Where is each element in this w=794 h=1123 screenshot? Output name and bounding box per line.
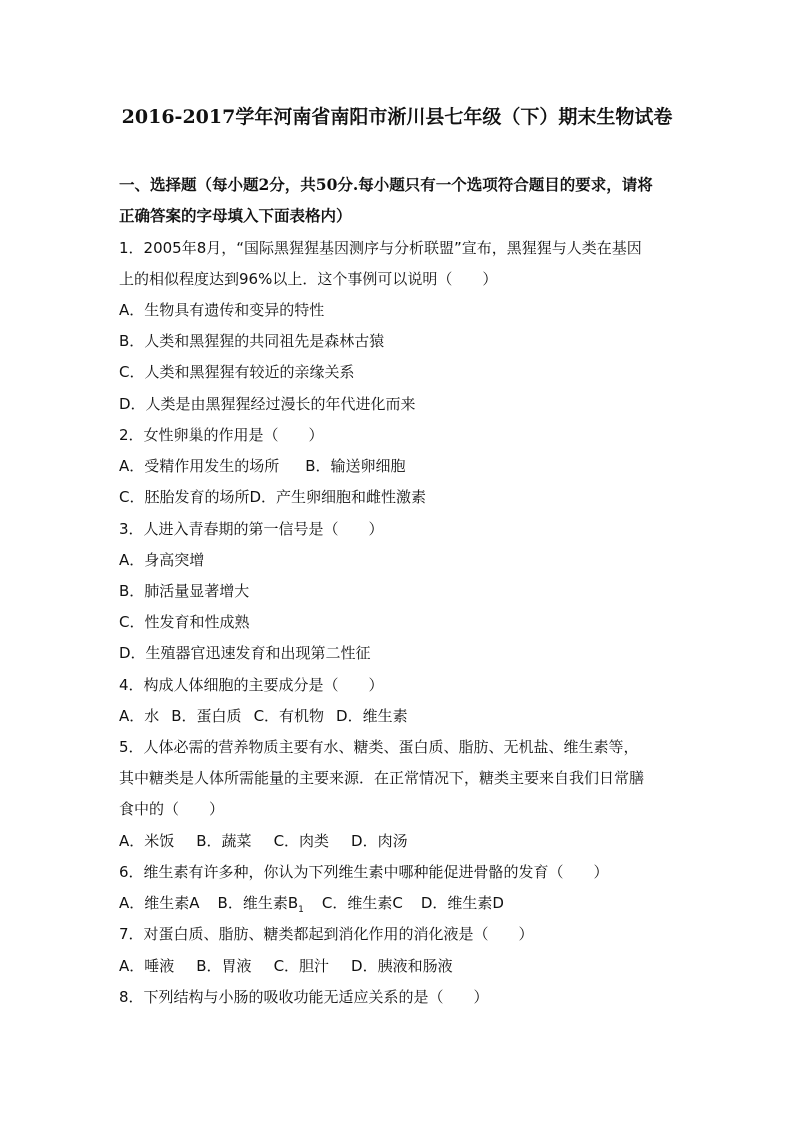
q7-options-row	[119, 951, 453, 981]
q5-option-a: A．米饭	[119, 832, 175, 850]
q4-option-d: D．维生素	[336, 707, 408, 725]
q5-option-c: C．肉类	[273, 832, 330, 850]
q3-stem: 3．人进入青春期的第一信号是（ ）	[119, 520, 384, 538]
q7-option-d: D．胰液和肠液	[351, 957, 453, 975]
q4-options-row	[119, 701, 408, 731]
q4-option-b: B．蛋白质	[171, 707, 242, 725]
q2-options-row1	[119, 451, 406, 481]
q3-option-c: C．性发育和性成熟	[119, 613, 250, 631]
q2-option-a: A．受精作用发生的场所	[119, 457, 280, 475]
q1-option-c: C．人类和黑猩猩有较近的亲缘关系	[119, 363, 355, 381]
q8-stem: 8．下列结构与小肠的吸收功能无适应关系的是（ ）	[119, 988, 489, 1006]
q6-option-b: B．维生素$B_1$	[217, 894, 304, 915]
page-title: 2016-2017学年河南省南阳市淅川县七年级（下）期末生物试卷	[121, 106, 673, 128]
q5-stem-line1: 5．人体必需的营养物质主要有水、糖类、蛋白质、脂肪、无机盐、维生素等，	[119, 738, 639, 756]
q7-option-a: A．唾液	[119, 957, 175, 975]
q7-option-c: C．胆汁	[273, 957, 330, 975]
section-heading-line1: 一、选择题（每小题2分，共50分.每小题只有一个选项符合题目的要求，请将	[119, 175, 653, 194]
q2-option-d: D．产生卵细胞和雌性激素	[249, 488, 427, 506]
q2-stem: 2．女性卵巢的作用是（ ）	[119, 426, 324, 444]
q6-option-d: D．维生素D	[420, 894, 504, 912]
q6-stem: 6．维生素有许多种，你认为下列维生素中哪种能促进骨骼的发育（ ）	[119, 863, 609, 881]
q2-option-c: C．胚胎发育的场所	[119, 488, 250, 506]
q1-stem-line2: 上的相似程度达到96%以上．这个事例可以说明（ ）	[119, 270, 498, 288]
q5-option-b: B．蔬菜	[196, 832, 252, 850]
q1-option-b: B．人类和黑猩猩的共同祖先是森林古猿	[119, 332, 385, 350]
q5-option-d: D．肉汤	[351, 832, 408, 850]
q3-option-b: B．肺活量显著增大	[119, 582, 250, 600]
q1-option-a: A．生物具有遗传和变异的特性	[119, 301, 325, 319]
q6-options-row	[119, 888, 504, 918]
q4-stem: 4．构成人体细胞的主要成分是（ ）	[119, 676, 384, 694]
q5-stem-line2: 其中糖类是人体所需能量的主要来源．在正常情况下，糖类主要来自我们日常膳	[119, 769, 645, 787]
q1-stem-line1: 1．2005年8月，“国际黑猩猩基因测序与分析联盟”宣布，黑猩猩与人类在基因	[119, 239, 642, 257]
q7-stem: 7．对蛋白质、脂肪、糖类都起到消化作用的消化液是（ ）	[119, 925, 534, 943]
q7-option-b: B．胃液	[196, 957, 252, 975]
q6-option-a: A．维生素A	[119, 894, 200, 912]
q2-options-row2	[119, 482, 426, 512]
q5-stem-line3: 食中的（ ）	[119, 800, 225, 818]
q6-option-b-subscript: 1	[298, 905, 304, 915]
q3-option-a: A．身高突增	[119, 551, 205, 569]
q5-options-row	[119, 826, 408, 856]
q6-option-c: C．维生素C	[321, 894, 403, 912]
section-heading-line2: 正确答案的字母填入下面表格内）	[119, 206, 352, 225]
q2-option-b: B．输送卵细胞	[305, 457, 406, 475]
q1-option-d: D．人类是由黑猩猩经过漫长的年代进化而来	[119, 395, 416, 413]
q4-option-c: C．有机物	[253, 707, 325, 725]
q3-option-d: D．生殖器官迅速发育和出现第二性征	[119, 644, 371, 662]
q4-option-a: A．水	[119, 707, 160, 725]
